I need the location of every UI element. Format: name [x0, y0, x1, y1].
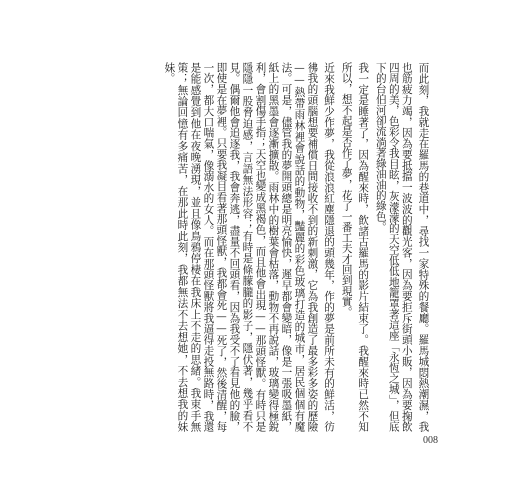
paragraph-2	[340, 62, 374, 432]
body-text	[162, 62, 434, 432]
paragraph-text: 我一定是睡著了，因為醒來時，飲諸古羅馬的影片結束了。我醒來時已然不知所以，想不起是否作了夢，花了一番工夫才回到現實。	[340, 62, 370, 432]
paragraph-3	[162, 62, 339, 432]
page-number: 008	[423, 435, 438, 446]
paragraph-text: 而此刻，我就走在羅馬的巷道中，尋找一家特殊的餐廳。羅馬城悶熱潮濕，我也筋疲力竭，因為要抵擋一波波的觀光客，因為要拒斥街頭小販，因為要掬飲四周的美，色彩令我目眩，灰濛濛的天空低低地籠罩著這座「永恆之城」，但底下的台伯河卻流淌著綠油油的綠色。	[374, 62, 430, 432]
paragraph-text: 近來我鮮少作夢，我從浪浪紅塵隱退的頭幾年，作的夢是前所未有的鮮活，彷彿我的頭腦想要補償日間接收不到的新刺激，它為我創造了最多彩多姿的歷險——熱帶雨林裡會說話的動物，豔麗的彩色玻璃打造的城市，居民個個有魔法。可是，儘管我的夢開頭總是明亮愉快，遲早都會變暗，像是一張吸墨紙，紙上的黑墨會逐漸擴散。雨林中的樹葉會枯落，動物不再說話，玻璃變得極銳利，會割傷手指；天空也變成黑褐色，而且他會出現——那頭怪獸。有時只是隱隱一股脅迫感，言語無法形容；有時是條朦朧的影子，隱伏著，幾乎看不見。偶爾他會追逐我，我會奔逃，盡量不回頭看，因為我受不了看見他的臉，即使是在夢裡。只要我凝目看著那頭怪獸，我都會死——死了，然後清醒，每一次，都大口喘氣，像溺水的女人。而在那頭怪獸將我逼得走投無路時，我還是能感覺到他在夜晚湧現，並且像鳥鴉停棲在我床上不走的思緒。我束手無策；無論回憶有多痛苦，在那此時此刻，我都無法不去想她，不去想我的妹妹。	[163, 62, 336, 432]
paragraph-1	[374, 62, 434, 432]
